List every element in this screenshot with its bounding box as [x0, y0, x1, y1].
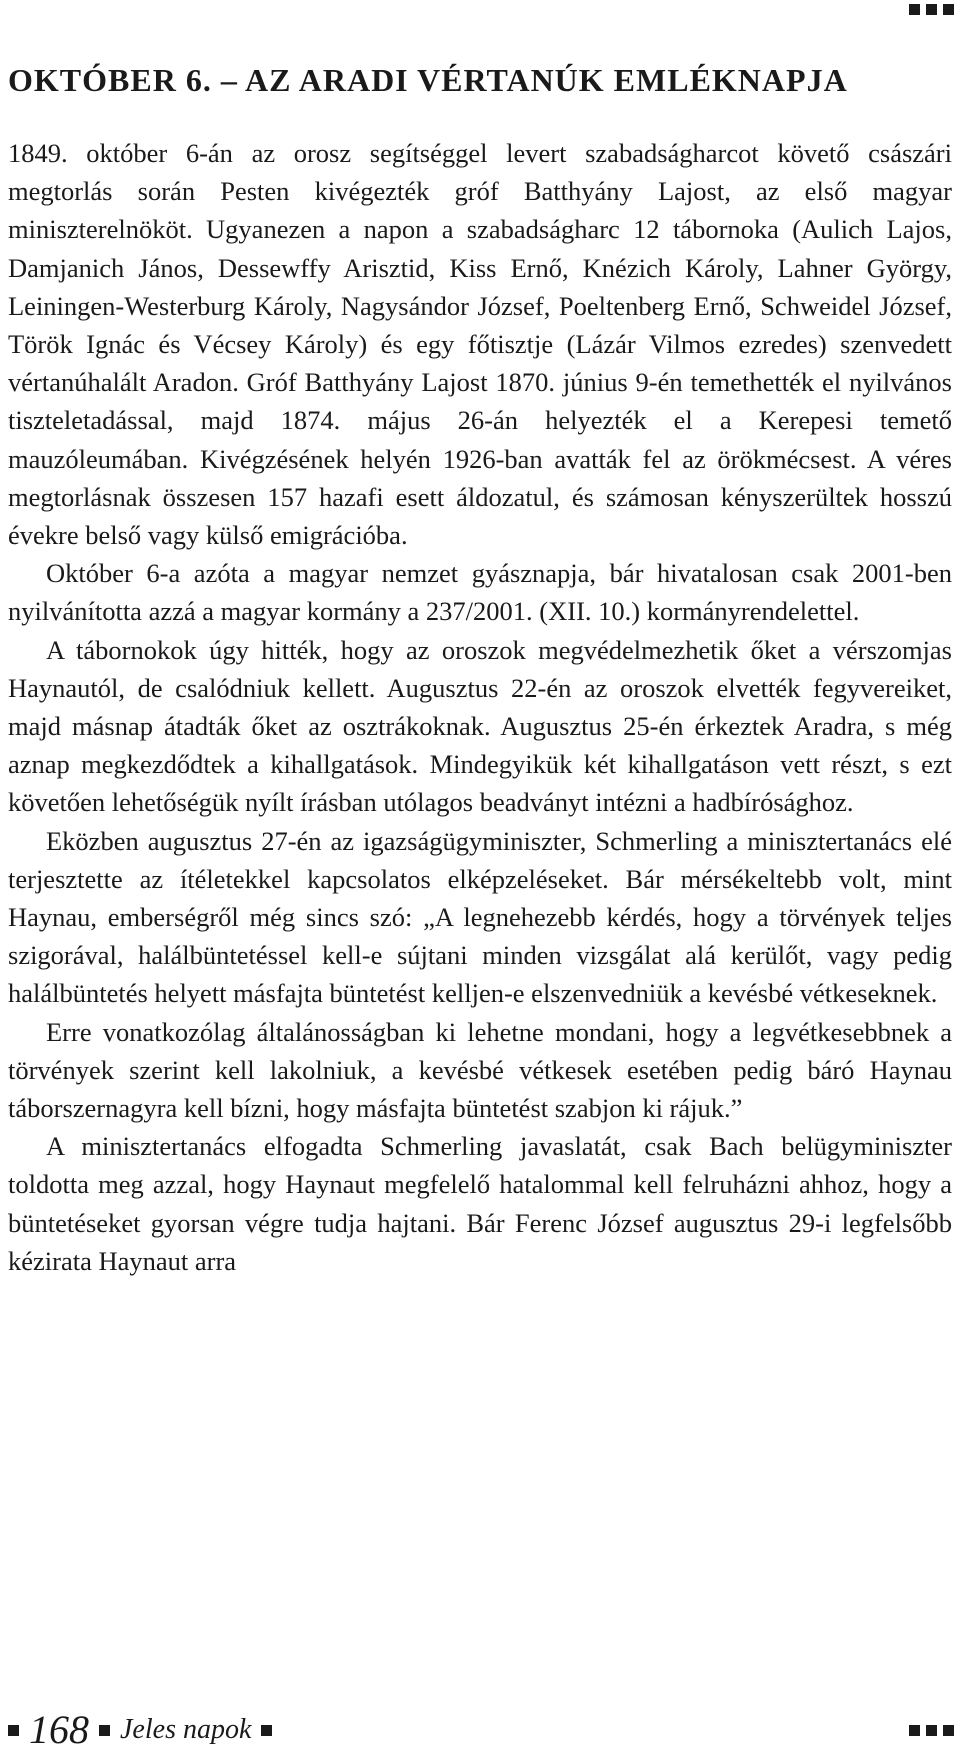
paragraph: Eközben augusztus 27-én az igazságügyminiszter, Schmerling a minisztertanács elé terjesztette az ítéletekkel kapcsolatos elképzeléseket. Bár mérsékeltebb volt, mint Haynau, emberségről még sincs szó: „A legnehezebb kérdés, hogy a törvények teljes szigorával, halálbüntetéssel kell-e sújtani minden vizsgálat alá kerülőt, vagy pedig halálbüntetés helyett másfajta büntetést kelljen-e elszenvedniük a kevésbé vétkeseknek.: [8, 825, 952, 1009]
ornament-square-icon: [943, 1725, 954, 1736]
paragraph: Erre vonatkozólag általánosságban ki lehetne mondani, hogy a legvétkesebbnek a törvények szerint kell lakolniuk, a kevésbé vétkesek esetében pedig báró Haynau táborszernagyra kell bízni, hogy másfajta büntetést szabjon ki rájuk.”: [8, 1016, 952, 1124]
page-content: [8, 60, 952, 1280]
ornament-square-icon: [926, 1725, 937, 1736]
ornament-square-icon: [909, 4, 920, 15]
ornament-square-icon: [99, 1725, 110, 1736]
top-ornament: [909, 4, 954, 15]
ornament-square-icon: [261, 1725, 272, 1736]
ornament-square-icon: [909, 1725, 920, 1736]
paragraph: A minisztertanács elfogadta Schmerling javaslatát, csak Bach belügyminiszter toldotta meg azzal, hogy Haynaut megfelelő hatalommal kell felruházni ahhoz, hogy a büntetéseket gyorsan végre tudja hajtani. Bár Ferenc József augusztus 29-i legfelsőbb kézirata Haynaut arra: [8, 1131, 952, 1276]
section-title: Jeles napok: [120, 1714, 252, 1745]
paragraph: 1849. október 6-án az orosz segítséggel levert szabadságharcot követő császári megtorlás során Pesten kivégezték gróf Batthyány Lajost, az első magyar miniszterelnököt. Ugyanezen a napon a szabadságharc 12 tábornoka (Aulich Lajos, Damjanich János, Dessewffy Arisztid, Kiss Ernő, Knézich Károly, Lahner György, Leiningen-Westerburg Károly, Nagysándor József, Poeltenberg Ernő, Schweidel József, Török Ignác és Vécsey Károly) és egy főtisztje (Lázár Vilmos ezredes) szenvedett vértanúhalált Aradon. Gróf Batthyány Lajost 1870. június 9-én temethették el nyilvános tiszteletadással, majd 1874. május 26-án helyezték el a Kerepesi temető mauzóleumában. Kivégzésének helyén 1926-ban avatták fel az örökmécsest. A véres megtorlásnak összesen 157 hazafi esett áldozatul, és számosan kényszerültek hosszú évekre belső vagy külső emigrációba.: [8, 138, 952, 551]
footer-ornament: [909, 1725, 954, 1736]
paragraph: Október 6-a azóta a magyar nemzet gyásznapja, bár hivatalosan csak 2001-ben nyilvánította azzá a magyar kormány a 237/2001. (XII. 10.) kormányrendelettel.: [8, 558, 952, 627]
page-title: OKTÓBER 6. – AZ ARADI VÉRTANÚK EMLÉKNAPJA: [8, 62, 848, 98]
ornament-square-icon: [943, 4, 954, 15]
paragraph: A tábornokok úgy hitték, hogy az oroszok megvédelmezhetik őket a vérszomjas Haynautól, de csalódniuk kellett. Augusztus 22-én az oroszok elvették fegyvereiket, majd másnap átadták őket az osztrákoknak. Augusztus 25-én érkeztek Aradra, s még aznap megkezdődtek a kihallgatások. Mindegyikük két kihallgatáson vett részt, s ezt követően lehetőségük nyílt írásban utólagos beadványt intézni a hadbírósághoz.: [8, 634, 952, 818]
ornament-square-icon: [8, 1725, 19, 1736]
page-footer: [8, 1705, 954, 1755]
ornament-square-icon: [926, 4, 937, 15]
page-number: 168: [29, 1707, 89, 1752]
